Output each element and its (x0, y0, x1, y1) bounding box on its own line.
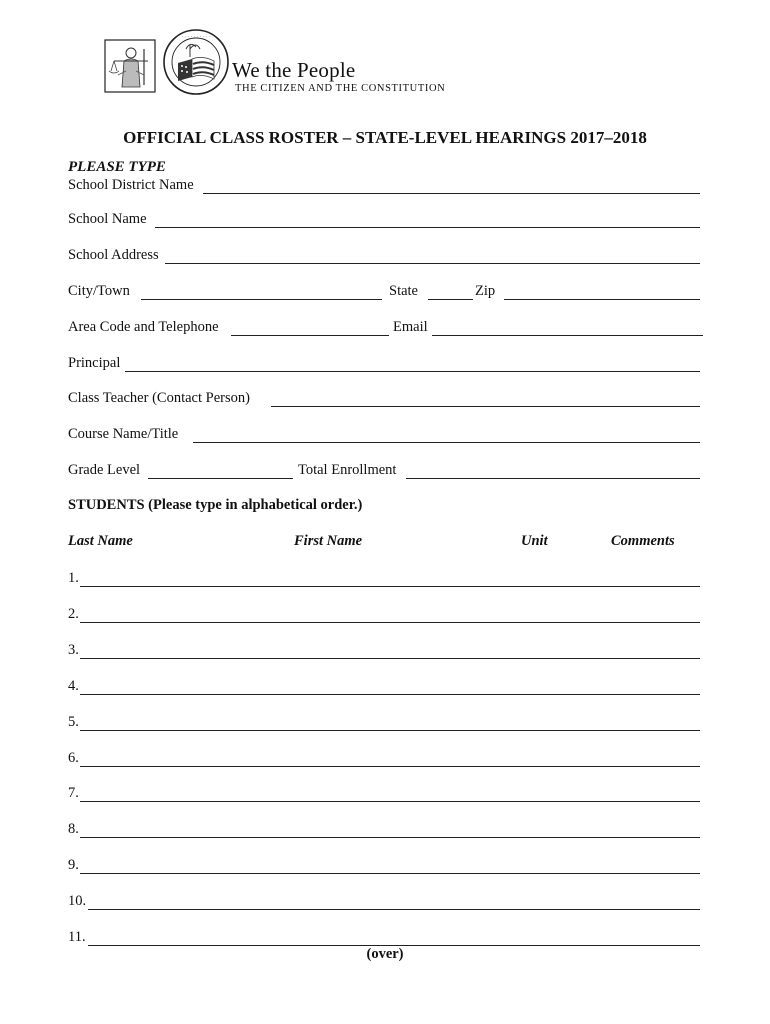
column-first-name: First Name (294, 533, 363, 549)
student-row-number: 8. (68, 821, 79, 837)
column-unit: Unit (521, 533, 548, 549)
phone-input-line[interactable] (231, 335, 389, 336)
field-city (68, 283, 130, 300)
field-teacher (68, 390, 250, 407)
school-address-label: School Address (68, 247, 159, 263)
student-row-input-line[interactable] (80, 622, 700, 623)
student-row-number: 6. (68, 750, 79, 766)
field-school-address (68, 247, 159, 264)
zip-input-line[interactable] (504, 299, 700, 300)
please-type-note: PLEASE TYPE (68, 159, 166, 175)
logo-graphic (104, 27, 234, 99)
email-label: Email (393, 319, 428, 335)
student-row-number: 3. (68, 642, 79, 658)
field-principal (68, 355, 120, 372)
student-row-number: 2. (68, 606, 79, 622)
student-row-input-line[interactable] (88, 909, 700, 910)
student-row-input-line[interactable] (80, 730, 700, 731)
student-row-number: 4. (68, 678, 79, 694)
school-district-label: School District Name (68, 177, 194, 193)
student-row-number: 1. (68, 570, 79, 586)
city-label: City/Town (68, 283, 130, 299)
student-row-input-line[interactable] (80, 586, 700, 587)
student-row-number: 7. (68, 785, 79, 801)
enrollment-label: Total Enrollment (298, 462, 397, 478)
principal-label: Principal (68, 355, 121, 371)
student-row-input-line[interactable] (80, 694, 700, 695)
field-school-name (68, 211, 147, 228)
school-address-input-line[interactable] (165, 263, 700, 264)
student-row-input-line[interactable] (80, 766, 700, 767)
teacher-input-line[interactable] (271, 406, 700, 407)
state-label: State (389, 283, 418, 299)
column-comments: Comments (611, 533, 675, 549)
student-row-number: 9. (68, 857, 79, 873)
school-name-input-line[interactable] (155, 227, 700, 228)
form-title: OFFICIAL CLASS ROSTER – STATE-LEVEL HEARINGS 2017–2018 (123, 128, 647, 147)
students-heading: STUDENTS (Please type in alphabetical order.) (68, 497, 363, 513)
column-last-name: Last Name (68, 533, 133, 549)
teacher-label: Class Teacher (Contact Person) (68, 390, 250, 406)
student-row-input-line[interactable] (80, 837, 700, 838)
over-note: (over) (366, 946, 404, 962)
field-phone (68, 319, 219, 336)
school-district-input-line[interactable] (203, 193, 700, 194)
student-row-input-line[interactable] (80, 658, 700, 659)
state-input-line[interactable] (428, 299, 473, 300)
grade-input-line[interactable] (148, 478, 293, 479)
student-row-input-line[interactable] (80, 873, 700, 874)
school-name-label: School Name (68, 211, 147, 227)
phone-label: Area Code and Telephone (68, 319, 219, 335)
student-row-number: 11. (68, 929, 86, 945)
student-row-number: 5. (68, 714, 79, 730)
course-label: Course Name/Title (68, 426, 179, 442)
grade-label: Grade Level (68, 462, 141, 478)
zip-label: Zip (475, 283, 496, 299)
principal-input-line[interactable] (125, 371, 700, 372)
city-input-line[interactable] (141, 299, 382, 300)
brand-name: We the People (232, 58, 356, 82)
email-input-line[interactable] (432, 335, 703, 336)
student-row-input-line[interactable] (80, 801, 700, 802)
field-grade (68, 462, 140, 479)
enrollment-input-line[interactable] (406, 478, 700, 479)
svg-text:· · · · · · · · · ·: · · · · · · · · · · (182, 35, 210, 40)
brand-subtitle: THE CITIZEN AND THE CONSTITUTION (235, 83, 446, 94)
student-row-number: 10. (68, 893, 87, 909)
field-school-district (68, 177, 194, 194)
field-course (68, 426, 178, 443)
course-input-line[interactable] (193, 442, 700, 443)
